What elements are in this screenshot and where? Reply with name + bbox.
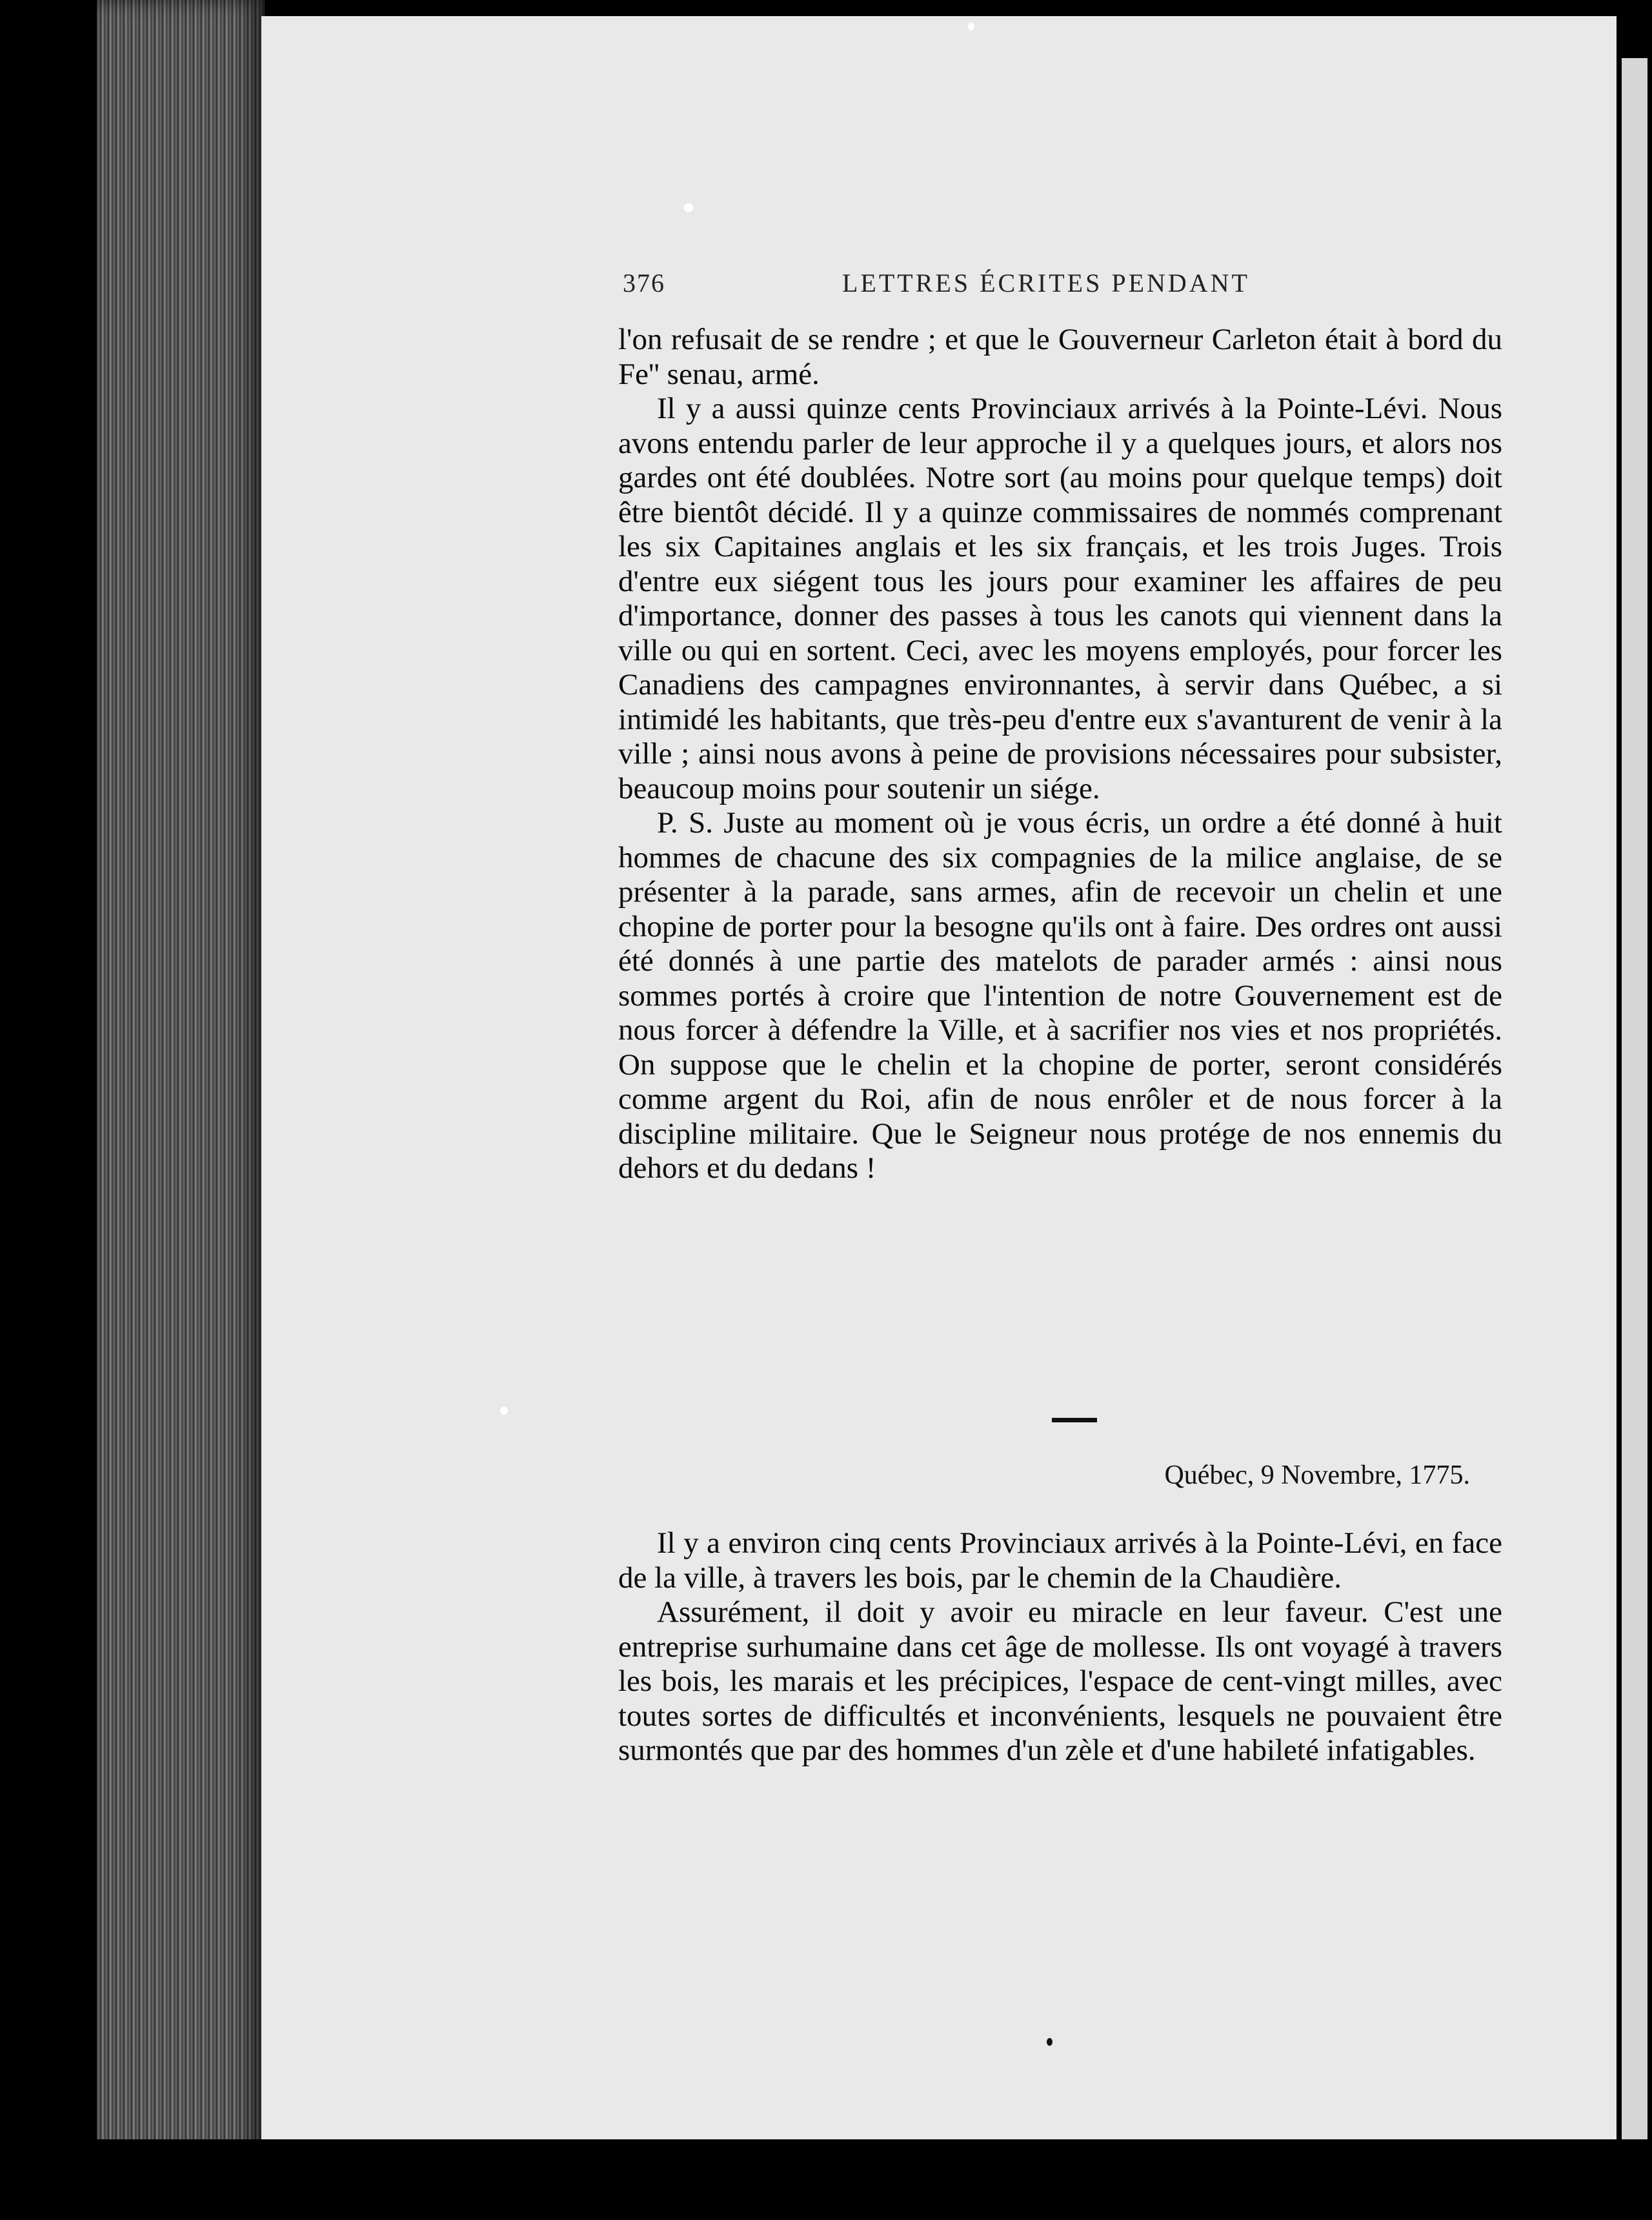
- paragraph: Il y a aussi quinze cents Provinciaux arrivés à la Pointe-Lévi. Nous avons entendu parler de leur approche il y a quelques jours, et alors nos gardes ont été doublées. Notre sort (au moins pour quelque temps) doit être bientôt décidé. Il y a quinze commissaires de nommés comprenant les six Capitaines anglais et les six français, et les trois Juges. Trois d'entre eux siégent tous les jours pour examiner les affaires de peu d'importance, donner des passes à tous les canots qui viennent dans la ville ou qui en sortent. Ceci, avec les moyens employés, pour forcer les Canadiens des campagnes environnantes, à servir dans Québec, a si intimidé les habitants, que très-peu d'entre eux s'avanturent de venir à la ville ; ainsi nous avons à peine de provisions nécessaires pour subsister, beaucoup moins pour soutenir un siége.: [618, 392, 1502, 805]
- scan-border-left: [0, 0, 97, 2220]
- scan-speck: [684, 203, 693, 212]
- scan-speck: [500, 1407, 508, 1415]
- scan-speck: [968, 23, 974, 30]
- text-block-letter: [618, 323, 1502, 1186]
- facing-page-edge: [1617, 0, 1652, 2220]
- paragraph: Assurément, il doit y avoir eu miracle en leur faveur. C'est une entreprise surhumaine dans cet âge de mollesse. Ils ont voyagé à travers les bois, les marais et les précipices, l'espace de cent-vingt milles, avec toutes sortes de difficultés et inconvénients, lesquels ne pouvaient être surmontés que par des hommes d'un zèle et d'une habileté infatigables.: [618, 1595, 1502, 1767]
- paragraph: l'on refusait de se rendre ; et que le Gouverneur Carleton était à bord du Fe'' senau, armé.: [618, 323, 1502, 391]
- scan-border-bottom: [97, 2139, 1652, 2220]
- text-block-entry: [618, 1526, 1502, 1768]
- running-title: LETTRES ÉCRITES PENDANT: [842, 268, 1250, 298]
- book-page-edges: [97, 0, 265, 2220]
- section-rule: [1052, 1418, 1097, 1422]
- paragraph: Il y a environ cinq cents Provinciaux arrivés à la Pointe-Lévi, en face de la ville, à travers les bois, par le chemin de la Chaudière.: [618, 1526, 1502, 1595]
- running-head: [623, 268, 1481, 307]
- scan-speck: [1047, 2038, 1053, 2046]
- page-number: 376: [623, 268, 665, 298]
- paragraph: P. S. Juste au moment où je vous écris, un ordre a été donné à huit hommes de chacune des six compagnies de la milice anglaise, de se présenter à la parade, sans armes, afin de recevoir un chelin et une chopine de porter pour la besogne qu'ils ont à faire. Des ordres ont aussi été donnés à une partie des matelots de parader armés : ainsi nous sommes portés à croire que l'intention de notre Gouvernement est de nous forcer à défendre la Ville, et à sacrifier nos vies et nos propriétés. On suppose que le chelin et la chopine de porter, seront considérés comme argent du Roi, afin de nous enrôler et de nous forcer à la discipline militaire. Que le Seigneur nous protége de nos ennemis du dehors et du dedans !: [618, 806, 1502, 1185]
- dateline: Québec, 9 Novembre, 1775.: [1164, 1460, 1470, 1490]
